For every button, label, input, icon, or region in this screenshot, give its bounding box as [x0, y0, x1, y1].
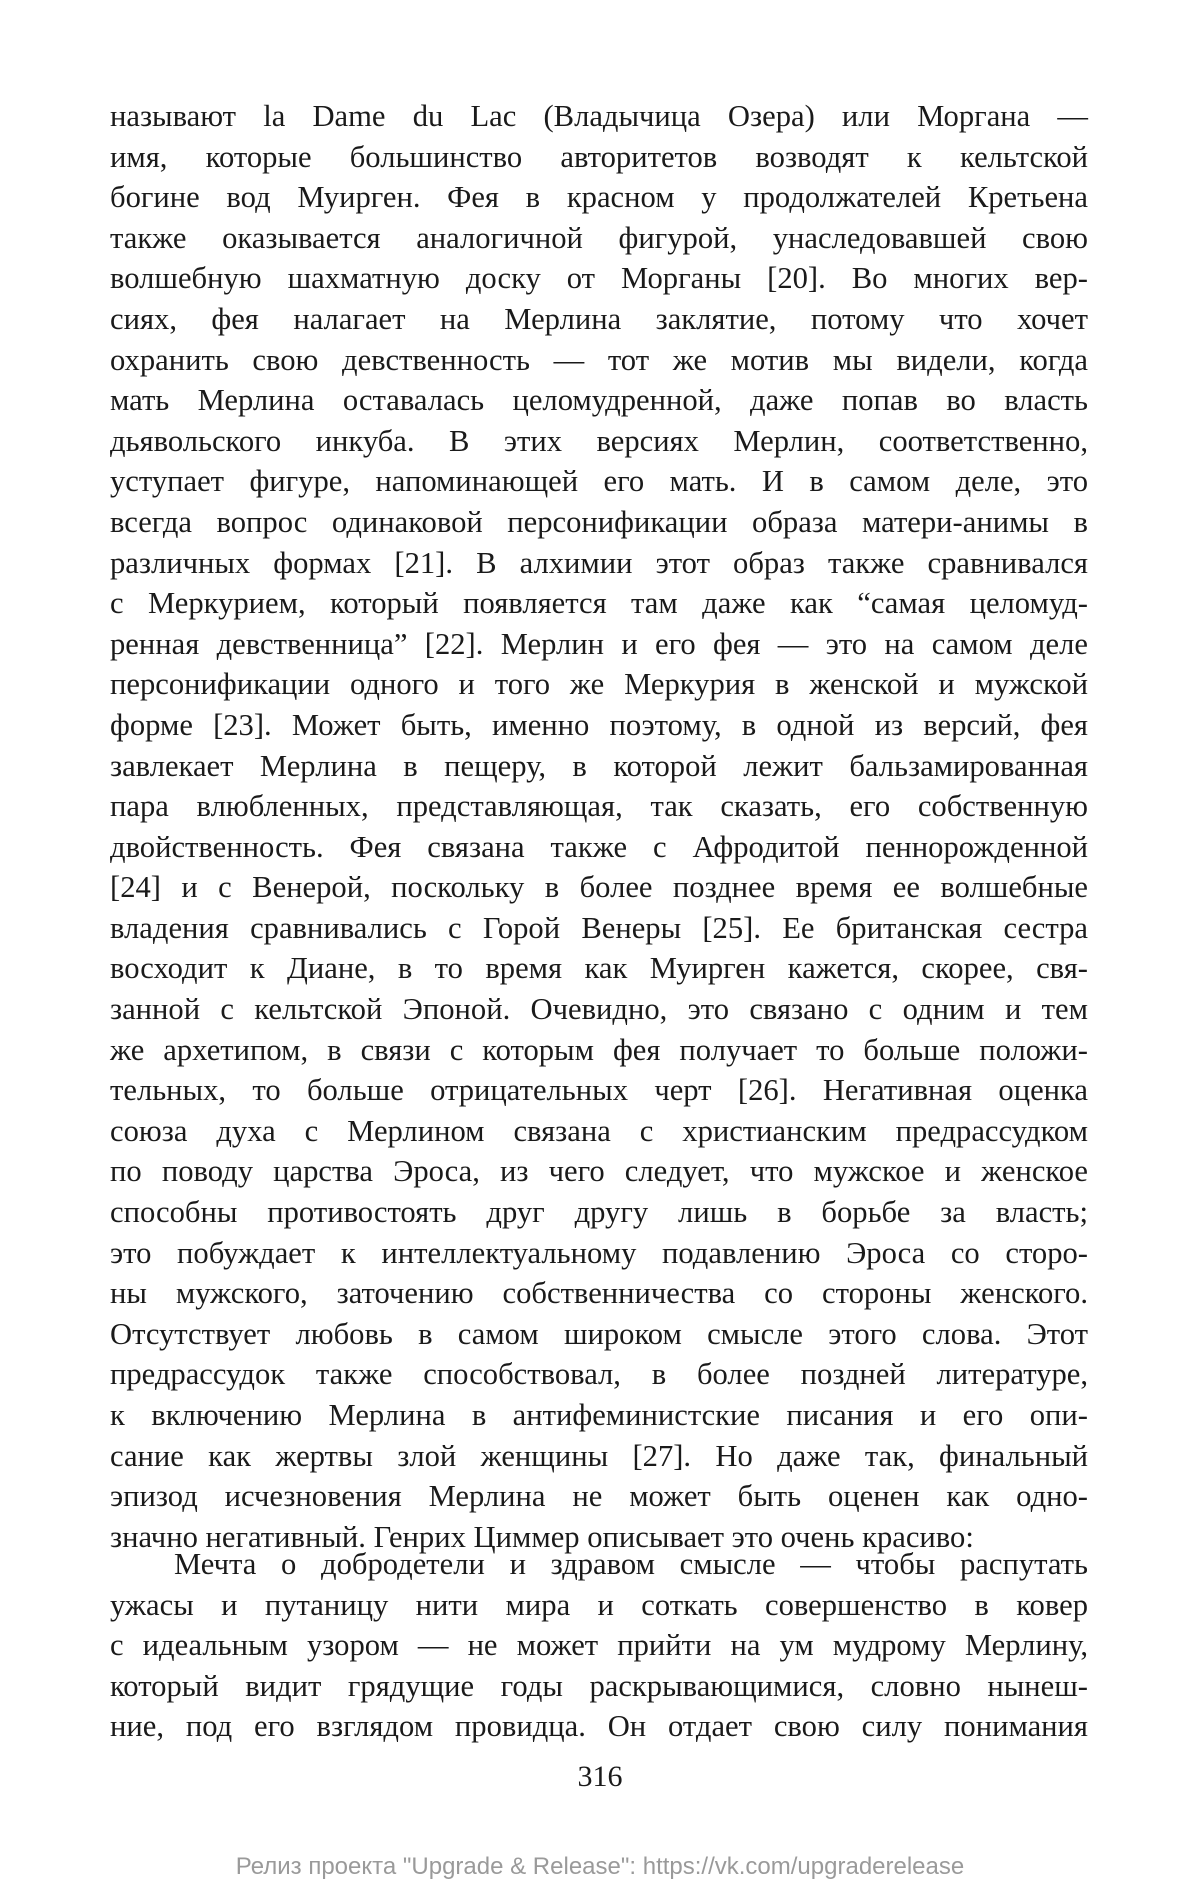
text-line: двойственность. Фея связана также с Афродитой пеннорожденной — [110, 829, 1088, 864]
text-line: занной с кельтской Эпоной. Очевидно, это связано с одним и тем — [110, 992, 1088, 1027]
text-line: эпизод исчезновения Мерлина не может быть оценен как одно- — [110, 1479, 1088, 1514]
text-line: по поводу царства Эроса, из чего следует, что мужское и женское — [110, 1154, 1088, 1189]
page-number: 316 — [577, 1760, 623, 1793]
quote-line: ние, под его взглядом провидца. Он отдает свою силу понимания — [110, 1709, 1088, 1744]
text-line: мать Мерлина оставалась целомудренной, даже попав во власть — [110, 383, 1088, 418]
body-text — [110, 96, 1088, 1557]
text-line: имя, которые большинство авторитетов возводят к кельтской — [110, 139, 1088, 174]
text-line: волшебную шахматную доску от Морганы [20]. Во многих вер- — [110, 261, 1088, 296]
text-line: также оказывается аналогичной фигурой, унаследовавшей свою — [110, 220, 1088, 255]
text-line: союза духа с Мерлином связана с христианским предрассудком — [110, 1113, 1088, 1148]
quote-line: который видит грядущие годы раскрывающимися, словно нынеш- — [110, 1668, 1088, 1703]
text-line: богине вод Муирген. Фея в красном у продолжателей Кретьена — [110, 180, 1088, 215]
text-line: всегда вопрос одинаковой персонификации образа матери-анимы в — [110, 504, 1088, 539]
text-line: сание как жертвы злой женщины [27]. Но даже так, финальный — [110, 1438, 1088, 1473]
text-line: завлекает Мерлина в пещеру, в которой лежит бальзамированная — [110, 748, 1088, 783]
text-line: тельных, то больше отрицательных черт [26]. Негативная оценка — [110, 1073, 1088, 1108]
text-line: различных формах [21]. В алхимии этот образ также сравнивался — [110, 545, 1088, 580]
text-line: восходит к Диане, в то время как Муирген кажется, скорее, свя- — [110, 951, 1088, 986]
block-quote — [110, 1544, 1088, 1747]
text-line: Отсутствует любовь в самом широком смысле этого слова. Этот — [110, 1316, 1088, 1351]
text-line: с Меркурием, который появляется там даже как “самая целомуд- — [110, 586, 1088, 621]
text-line: предрассудок также способствовал, в более поздней литературе, — [110, 1357, 1088, 1392]
text-line: ны мужского, заточению собственничества со стороны женского. — [110, 1276, 1088, 1311]
text-line: сиях, фея налагает на Мерлина заклятие, потому что хочет — [110, 301, 1088, 336]
text-line: это побуждает к интеллектуальному подавлению Эроса со сторо- — [110, 1235, 1088, 1270]
text-line: [24] и с Венерой, поскольку в более позднее время ее волшебные — [110, 870, 1088, 905]
quote-line: с идеальным узором — не может прийти на ум мудрому Мерлину, — [110, 1628, 1088, 1663]
text-line: способны противостоять друг другу лишь в борьбе за власть; — [110, 1195, 1088, 1230]
text-line: владения сравнивались с Горой Венеры [25]. Ее британская сестра — [110, 910, 1088, 945]
text-line: ренная девственница” [22]. Мерлин и его фея — это на самом деле — [110, 626, 1088, 661]
text-line: форме [23]. Может быть, именно поэтому, в одной из версий, фея — [110, 707, 1088, 742]
quote-line: Мечта о добродетели и здравом смысле — чтобы распутать — [174, 1547, 1088, 1581]
text-line: к включению Мерлина в антифеминистские писания и его опи- — [110, 1398, 1088, 1432]
text-line: значно негативный. Генрих Циммер описывает это очень красиво: — [110, 1519, 974, 1554]
text-line: уступает фигуре, напоминающей его мать. И в самом деле, это — [110, 464, 1088, 499]
text-line: пара влюбленных, представляющая, так сказать, его собственную — [110, 789, 1088, 824]
release-footer: Релиз проекта "Upgrade & Release": https://vk.com/upgraderelease — [235, 1853, 965, 1880]
text-line: персонификации одного и того же Меркурия в женской и мужской — [110, 667, 1088, 702]
quote-line: ужасы и путаницу нити мира и соткать совершенство в ковер — [110, 1587, 1088, 1622]
text-line: дьявольского инкуба. В этих версиях Мерлин, соответственно, — [110, 423, 1088, 458]
text-line: же архетипом, в связи с которым фея получает то больше положи- — [110, 1032, 1088, 1067]
text-line: охранить свою девственность — тот же мотив мы видели, когда — [110, 342, 1088, 377]
text-line: называют la Dame du Lac (Владычица Озера) или Моргана — — [110, 99, 1088, 133]
